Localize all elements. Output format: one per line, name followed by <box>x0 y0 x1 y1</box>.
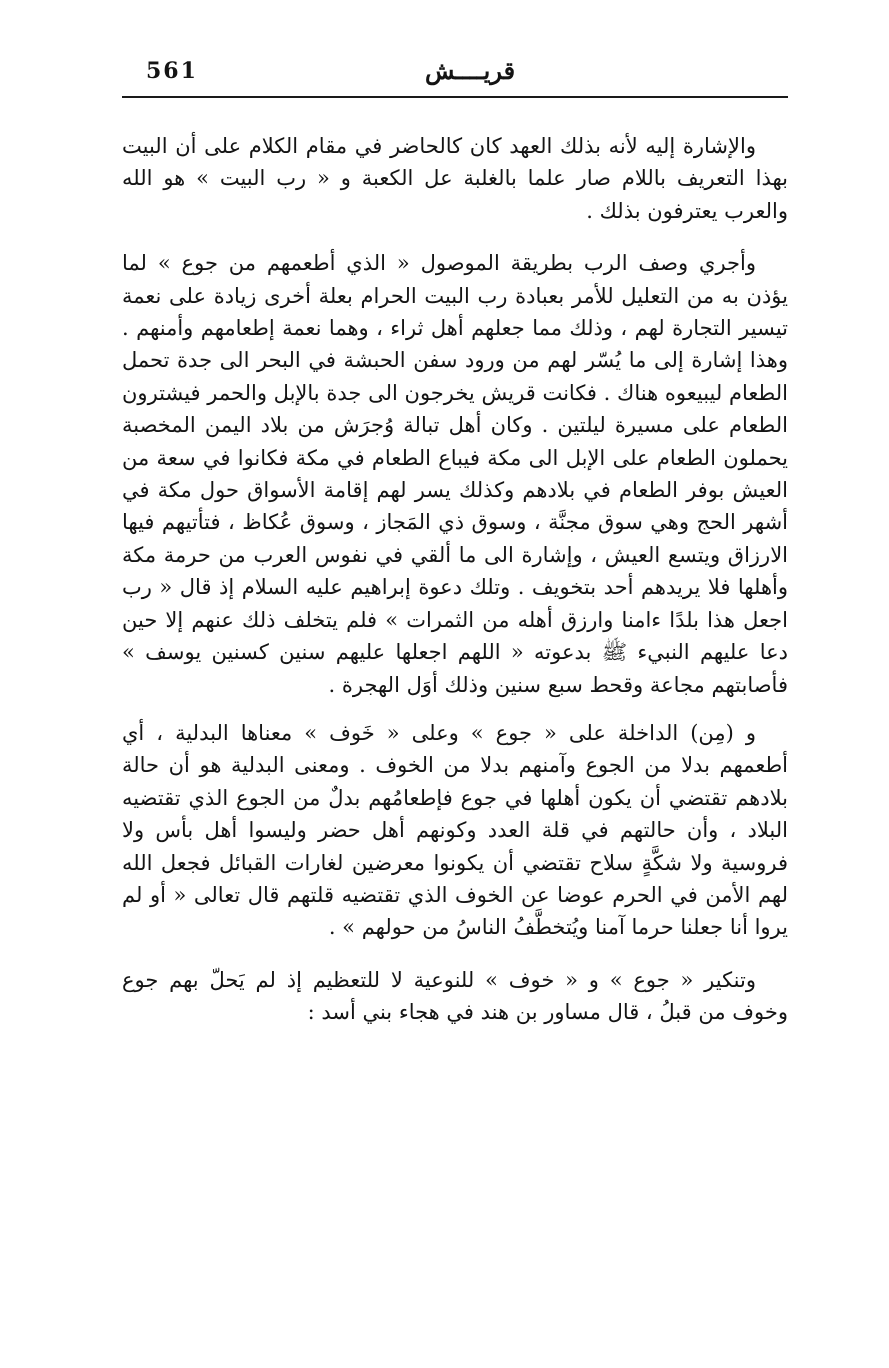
paragraph-2: وأجري وصف الرب بطريقة الموصول « الذي أطعمهم من جوع » لما يؤذن به من التعليل للأمر بعبادة رب البيت الحرام بعلة أخرى زيادة على نعمة تيسير التجارة لهم ، وذلك مما جعلهم أهل ثراء ، وهما نعمة إطعامهم وأمنهم . وهذا إشارة إلى ما يُسّر لهم من ورود سفن الحبشة في البحر الى جدة تحمل الطعام ليبيعوه هناك . فكانت قريش يخرجون الى جدة بالإبل والحمر فيشترون الطعام على مسيرة ليلتين . وكان أهل تبالة وُجرَش من بلاد اليمن المخصبة يحملون الطعام على الإبل الى مكة فيباع الطعام في مكة فكانوا في سعة من العيش بوفر الطعام في بلادهم وكذلك يسر لهم إقامة الأسواق حول مكة في أشهر الحج وهي سوق مجنَّة ، وسوق ذي المَجاز ، وسوق عُكاظ ، فتأتيهم فيها الارزاق ويتسع العيش ، وإشارة الى ما ألقي في نفوس العرب من حرمة مكة وأهلها فلا يريدهم أحد بتخويف . وتلك دعوة إبراهيم عليه السلام إذ قال « رب اجعل هذا بلدًا ءامنا وارزق أهله من الثمرات » فلم يتخلف ذلك عنهم إلا حين دعا عليهم النبيء ﷺ بدعوته « اللهم اجعلها عليهم سنين كسنين يوسف » فأصابتهم مجاعة وقحط سبع سنين وذلك أوَل الهجرة . <box>122 251 788 697</box>
body-text <box>122 130 788 1029</box>
paragraph-1: والإشارة إليه لأنه بذلك العهد كان كالحاضر في مقام الكلام على أن البيت بهذا التعريف باللام صار علما بالغلبة عل الكعبة و « رب البيت » هو الله والعرب يعترفون بذلك . <box>122 134 788 223</box>
paragraph-4: وتنكير « جوع » و « خوف » للنوعية لا للتعظيم إذ لم يَحلّ بهم جوع وخوف من قبلُ ، قال مساور بن هند في هجاء بني أسد : <box>122 967 788 1025</box>
header-rule <box>122 96 788 98</box>
page-number: 561 <box>146 58 198 84</box>
page-header <box>122 48 788 98</box>
running-title: قريــــش <box>424 56 516 85</box>
paragraph-3: و (مِن) الداخلة على « جوع » وعلى « خَوف » معناها البدلية ، أي أطعمهم بدلا من الجوع وآمنهم بدلا من الخوف . ومعنى البدلية هو أن حالة بلادهم تقتضي أن يكون أهلها في جوع فإطعامُهم بدلٌ من الجوع الذي تقتضيه البلاد ، وأن حالتهم في قلة العدد وكونهم أهل حضر وليسوا أهل بأس ولا فروسية ولا شكَّةٍ سلاح تقتضي أن يكونوا معرضين لغارات القبائل فجعل الله لهم الأمن في الحرم عوضا عن الخوف الذي تقتضيه قلتهم قال تعالى « أو لم يروا أنا جعلنا حرما آمنا ويُتخطَّفُ الناسُ من حولهم » . <box>122 720 788 940</box>
